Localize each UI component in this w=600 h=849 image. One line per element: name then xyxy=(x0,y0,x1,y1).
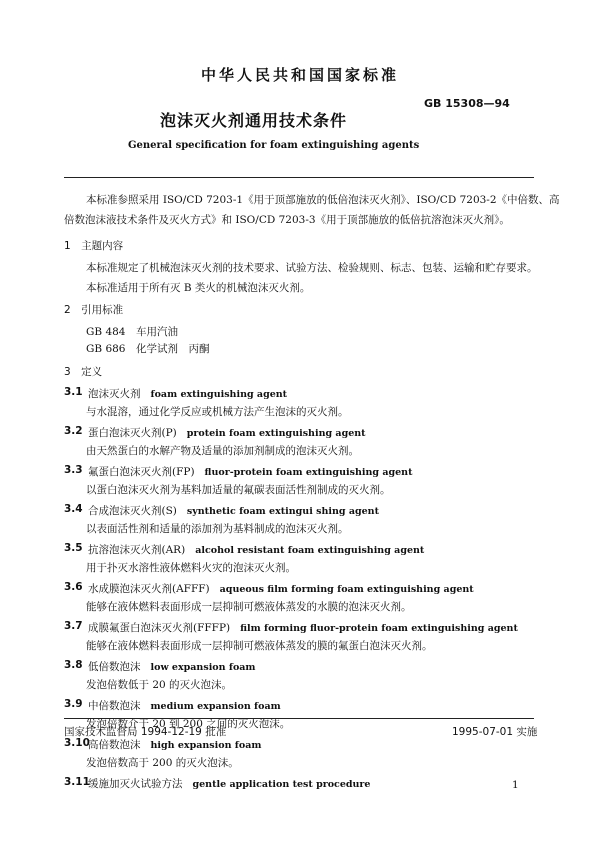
definition-term-en: gentle application test procedure xyxy=(192,779,371,790)
definition-term-cn: 中倍数泡沫 xyxy=(88,700,141,712)
definition-number: 3.5 xyxy=(64,542,83,554)
definition-term xyxy=(88,698,281,713)
definition-number: 3.7 xyxy=(64,620,83,632)
reference-item: GB 686 化学试剂 丙酮 xyxy=(86,343,210,355)
definition-body: 发泡倍数低于 20 的灭火泡沫。 xyxy=(86,679,233,691)
definition-term-en: fluor-protein foam extinguishing agent xyxy=(204,467,413,478)
definition-number: 3.8 xyxy=(64,659,83,671)
definition-number: 3.10 xyxy=(64,737,90,749)
definition-term xyxy=(88,386,287,401)
approval-note: 国家技术监督局 1994-12-19 批准 xyxy=(64,726,227,738)
definition-body: 以蛋白泡沫灭火剂为基料加适量的氟碳表面活性剂制成的灭火剂。 xyxy=(86,484,391,496)
document-title: 泡沫灭火剂通用技术条件 xyxy=(160,111,348,130)
definition-body: 以表面活性剂和适量的添加剂为基料制成的泡沫灭火剂。 xyxy=(86,523,349,535)
definition-term-cn: 水成膜泡沫灭火剂(AFFF) xyxy=(88,583,210,595)
definition-body: 发泡倍数介于 20 到 200 之间的灭火泡沫。 xyxy=(86,718,291,730)
definition-number: 3.1 xyxy=(64,386,83,398)
section-1-heading: 1 主题内容 xyxy=(64,240,124,252)
header-divider xyxy=(64,177,534,178)
standard-number: GB 15308—94 xyxy=(424,97,510,110)
definition-term-cn: 抗溶泡沫灭火剂(AR) xyxy=(88,544,186,556)
section-1-line-1: 本标准规定了机械泡沫灭火剂的技术要求、试验方法、检验规则、标志、包装、运输和贮存要求。 xyxy=(86,262,538,274)
definition-term-en: protein foam extinguishing agent xyxy=(186,428,366,439)
definition-term-cn: 成膜氟蛋白泡沫灭火剂(FFFP) xyxy=(88,622,231,634)
definition-term-cn: 高倍数泡沫 xyxy=(88,739,141,751)
definition-number: 3.9 xyxy=(64,698,83,710)
definition-term-cn: 氟蛋白泡沫灭火剂(FP) xyxy=(88,466,195,478)
definition-term xyxy=(88,503,379,518)
definition-number: 3.2 xyxy=(64,425,83,437)
definition-body: 与水混溶，通过化学反应或机械方法产生泡沫的灭火剂。 xyxy=(86,406,349,418)
definition-number: 3.3 xyxy=(64,464,83,476)
definition-body: 发泡倍数高于 200 的灭火泡沫。 xyxy=(86,757,239,769)
page-number: 1 xyxy=(512,779,519,791)
definition-term-en: synthetic foam extingui shing agent xyxy=(186,506,379,517)
definition-term-en: high expansion foam xyxy=(150,740,262,751)
definition-term-cn: 低倍数泡沫 xyxy=(88,661,141,673)
section-2-heading: 2 引用标准 xyxy=(64,304,124,316)
definition-term xyxy=(88,776,370,791)
effective-date: 1995-07-01 实施 xyxy=(452,726,538,738)
definition-term-en: film forming fluor-protein foam extinguishing agent xyxy=(240,623,518,634)
definition-number: 3.11 xyxy=(64,776,90,788)
definition-term xyxy=(88,542,424,557)
reference-item: GB 484 车用汽油 xyxy=(86,326,178,338)
definition-body: 能够在液体燃料表面形成一层抑制可燃液体蒸发的膜的氟蛋白泡沫灭火剂。 xyxy=(86,640,433,652)
section-1-line-2: 本标准适用于所有灭 B 类火的机械泡沫灭火剂。 xyxy=(86,282,311,294)
definition-term xyxy=(88,581,474,596)
definition-term xyxy=(88,620,518,635)
definition-term xyxy=(88,659,255,674)
definition-body: 用于扑灭水溶性液体燃料火灾的泡沫灭火剂。 xyxy=(86,562,296,574)
footer-divider xyxy=(64,718,534,719)
definition-term xyxy=(88,464,412,479)
definition-term-cn: 合成泡沫灭火剂(S) xyxy=(88,505,177,517)
intro-line-1: 本标准参照采用 ISO/CD 7203-1《用于顶部施放的低倍泡沫灭火剂》、ISO/CD 7203-2《中倍数、高 xyxy=(86,194,560,206)
definition-term-cn: 缓施加灭火试验方法 xyxy=(88,778,183,790)
document-title-english: General specification for foam extinguishing agents xyxy=(128,140,420,151)
definition-term-en: foam extinguishing agent xyxy=(150,389,288,400)
definition-body: 能够在液体燃料表面形成一层抑制可燃液体蒸发的水膜的泡沫灭火剂。 xyxy=(86,601,412,613)
definition-term-cn: 泡沫灭火剂 xyxy=(88,388,141,400)
definition-term-en: alcohol resistant foam extinguishing agent xyxy=(195,545,425,556)
definition-number: 3.4 xyxy=(64,503,83,515)
definition-term-cn: 蛋白泡沫灭火剂(P) xyxy=(88,427,177,439)
definition-term-en: medium expansion foam xyxy=(150,701,281,712)
definition-number: 3.6 xyxy=(64,581,83,593)
definition-term-en: aqueous film forming foam extinguishing agent xyxy=(219,584,474,595)
definition-term xyxy=(88,425,366,440)
section-3-heading: 3 定义 xyxy=(64,366,103,378)
definition-term-en: low expansion foam xyxy=(150,662,256,673)
intro-line-2: 倍数泡沫液技术条件及灭火方式》和 ISO/CD 7203-3《用于顶部施放的低倍抗溶泡沫灭火剂》。 xyxy=(64,214,510,226)
definition-body: 由天然蛋白的水解产物及适量的添加剂制成的泡沫灭火剂。 xyxy=(86,445,359,457)
definition-term xyxy=(88,737,261,752)
national-standard-heading: 中华人民共和国国家标准 xyxy=(200,66,399,84)
